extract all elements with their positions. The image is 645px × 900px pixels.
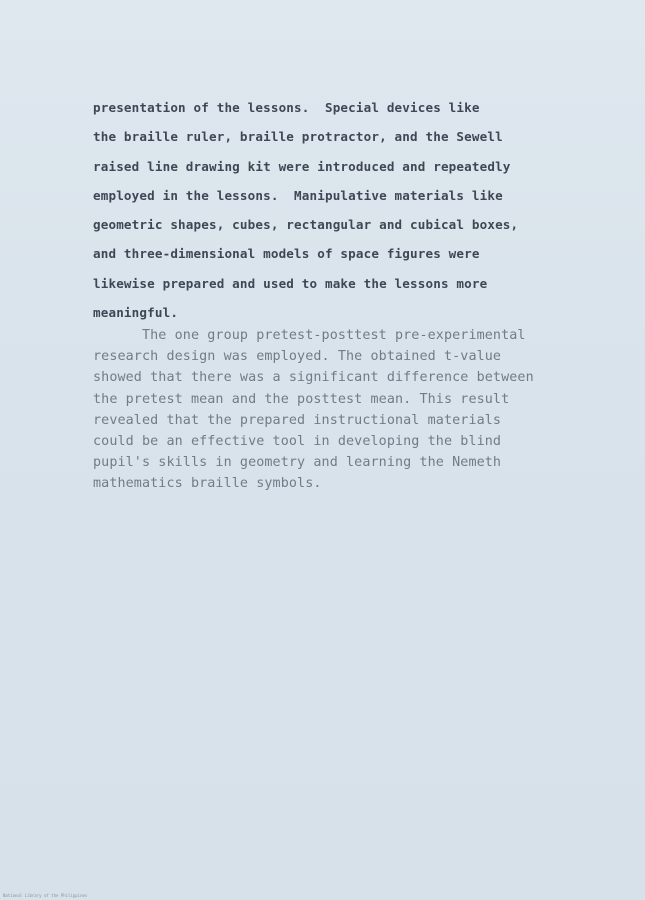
text-line: presentation of the lessons. Special devices like <box>93 100 480 115</box>
text-line: geometric shapes, cubes, rectangular and cubical boxes, <box>93 217 519 233</box>
text-line: meaningful. <box>93 305 179 321</box>
text-line: the pretest mean and the posttest mean. This result <box>93 391 510 407</box>
text-line: raised line drawing kit were introduced and repeatedly <box>93 158 511 174</box>
text-line: The one group pretest-posttest pre-experimental <box>93 328 526 343</box>
text-line: showed that there was a significant difference between <box>93 370 534 386</box>
text-line: could be an effective tool in developing the blind <box>93 433 502 449</box>
footer-stamp: National Library of the Philippines <box>3 893 88 898</box>
text-line: pupil's skills in geometry and learning the Nemeth <box>93 455 502 471</box>
text-line: the braille ruler, braille protractor, and the Sewell <box>93 129 503 145</box>
text-line: research design was employed. The obtained t-value <box>93 349 502 365</box>
text-line: mathematics braille symbols. <box>93 476 322 492</box>
paragraph-bold <box>93 93 518 327</box>
paragraph-abstract <box>93 325 534 495</box>
text-line: likewise prepared and used to make the lessons more <box>93 275 488 291</box>
text-line: revealed that the prepared instructional materials <box>93 412 502 428</box>
text-line: employed in the lessons. Manipulative materials like <box>93 187 503 203</box>
text-line: and three-dimensional models of space figures were <box>93 246 480 262</box>
